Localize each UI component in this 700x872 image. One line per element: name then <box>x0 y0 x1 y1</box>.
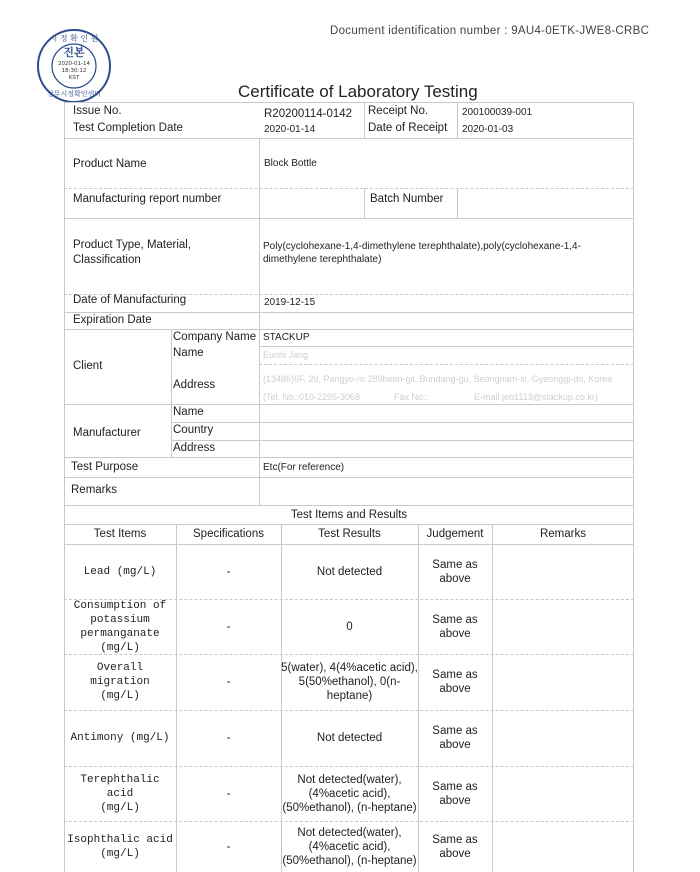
client-fax: Fax No.: <box>394 392 429 402</box>
rule <box>171 329 172 457</box>
manufacturer-country-label: Country <box>173 424 214 436</box>
company-name-value: STACKUP <box>263 332 310 343</box>
batch-number-label: Batch Number <box>370 193 444 205</box>
rule <box>64 102 634 103</box>
result-row-5-remarks <box>492 766 634 821</box>
result-row-6-remarks <box>492 821 634 872</box>
result-row-4-remarks <box>492 710 634 766</box>
receipt-no-label: Receipt No. <box>368 105 429 117</box>
result-row-2-judgement: Same as above <box>432 613 478 640</box>
result-row-1-item: Lead (mg/L) <box>83 565 157 578</box>
client-email: E-mail:jeb1113@stackup.co.kr) <box>474 392 598 402</box>
result-row-1-remarks <box>492 544 634 599</box>
result-row-2-item: Consumption of potassium permanganate (mg/L) <box>73 599 167 654</box>
receipt-no-value: 200100039-001 <box>462 107 533 118</box>
manufacturer-address-label: Address <box>173 442 216 454</box>
result-row-1-judgement: Same as above <box>432 558 478 585</box>
result-row-3-item: Overall migration (mg/L) <box>90 662 150 702</box>
client-address-value: (13486)6F, 20, Pangyo-ro 289beon-gil, Bundang-gu, Seongnam-si, Gyeonggi-do, Korea <box>263 374 613 384</box>
rule <box>64 218 634 219</box>
rule <box>64 505 634 506</box>
rule <box>64 404 634 405</box>
result-row-3-spec: - <box>226 676 231 688</box>
header-remarks: Remarks <box>539 528 586 540</box>
test-purpose-label: Test Purpose <box>71 461 139 473</box>
client-label: Client <box>73 360 103 372</box>
product-type-label-1: Product Type, Material, <box>73 239 192 251</box>
rule <box>259 346 634 347</box>
result-row-2-result: 0 <box>346 620 353 633</box>
client-name-value: Eunhi Jang <box>263 350 309 360</box>
result-row-5-spec: - <box>226 787 231 800</box>
rule <box>64 138 634 139</box>
rule <box>64 457 634 458</box>
rule <box>364 188 365 218</box>
receipt-date-label: Date of Receipt <box>368 122 448 134</box>
stamp-ring-text: 시 정 확 인 원 <box>49 34 99 43</box>
rule <box>64 188 634 189</box>
expiration-date-label: Expiration Date <box>73 314 152 326</box>
product-name-label: Product Name <box>73 158 147 170</box>
manufacturer-label: Manufacturer <box>73 427 141 439</box>
stamp-bottom-text: 상무시정확인센터 <box>46 90 102 98</box>
issue-no-value: R20200114-0142 <box>264 108 353 120</box>
document-id-label: Document identification number : <box>330 25 508 37</box>
issue-no-label: Issue No. <box>73 105 122 117</box>
rule <box>364 102 365 138</box>
document-id <box>330 25 649 37</box>
rule <box>64 329 634 330</box>
company-name-label: Company Name <box>173 331 257 343</box>
test-purpose-value: Etc(For reference) <box>263 462 345 473</box>
manufacturing-date-value: 2019-12-15 <box>264 297 316 308</box>
result-row-3-remarks <box>492 654 634 710</box>
result-row-4-spec: - <box>226 732 231 744</box>
client-tel: (Tel. No.:010-2295-3068 <box>263 392 361 402</box>
remarks-label: Remarks <box>71 484 118 496</box>
result-row-6-judgement: Same as above <box>432 833 478 860</box>
rule <box>171 440 634 441</box>
result-row-2-remarks <box>492 599 634 654</box>
certificate-form <box>64 102 634 872</box>
stamp-center-text: 진본 <box>63 46 85 59</box>
rule <box>171 422 634 423</box>
result-row-4-item: Antimony (mg/L) <box>70 732 170 744</box>
result-row-6-spec: - <box>226 840 231 853</box>
result-row-3-judgement: Same as above <box>432 669 478 695</box>
client-name-label: Name <box>173 347 204 359</box>
receipt-date-value: 2020-01-03 <box>462 124 514 135</box>
rule <box>457 102 458 138</box>
result-row-1-spec: - <box>226 565 231 578</box>
rule <box>259 138 260 505</box>
result-row-2-spec: - <box>226 620 231 633</box>
result-row-4-result: Not detected <box>316 732 383 744</box>
result-row-5-result: Not detected(water), (4%acetic acid), (50%ethanol), (n-heptane) <box>282 773 417 814</box>
rule <box>259 364 634 365</box>
document-title: Certificate of Laboratory Testing <box>238 82 478 101</box>
stamp-date: 2020-01-14 <box>58 61 90 67</box>
result-row-6-item: Isophthalic acid (mg/L) <box>67 833 173 860</box>
rule <box>64 477 634 478</box>
manufacturing-report-label: Manufacturing report number <box>73 193 222 205</box>
rule <box>457 188 458 218</box>
client-address-label: Address <box>173 379 216 391</box>
header-test-items: Test Items <box>93 528 147 540</box>
product-name-value: Block Bottle <box>264 158 317 169</box>
material-value: Poly(cyclohexane-1,4-dimethylene terephthalate),poly(cyclohexane-1,4-dimethylene terephthalate) <box>263 241 581 265</box>
result-row-3-result: 5(water), 4(4%acetic acid), 5(50%ethanol), 0(n- heptane) <box>281 662 418 702</box>
result-row-4-judgement: Same as above <box>432 725 478 751</box>
header-test-results: Test Results <box>318 528 381 540</box>
manufacturing-date-label: Date of Manufacturing <box>73 294 187 306</box>
product-type-label-2: Classification <box>73 254 141 266</box>
header-judgement: Judgement <box>426 528 484 540</box>
result-row-6-result: Not detected(water), (4%acetic acid), (50%ethanol), (n-heptane) <box>282 826 417 867</box>
authenticity-stamp <box>36 28 112 104</box>
result-row-5-item: Terephthalic acid (mg/L) <box>80 773 160 814</box>
header-specifications: Specifications <box>193 528 264 540</box>
result-row-1-result: Not detected <box>316 565 383 578</box>
stamp-tz: KST <box>68 75 80 81</box>
rule <box>64 312 634 313</box>
completion-date-value: 2020-01-14 <box>264 124 316 135</box>
document-id-value: 9AU4-0ETK-JWE8-CRBC <box>511 25 650 37</box>
result-row-5-judgement: Same as above <box>432 780 478 807</box>
stamp-time: 18:30:12 <box>61 68 87 74</box>
manufacturer-name-label: Name <box>173 406 204 418</box>
results-section-title: Test Items and Results <box>290 509 408 521</box>
completion-date-label: Test Completion Date <box>73 122 183 134</box>
